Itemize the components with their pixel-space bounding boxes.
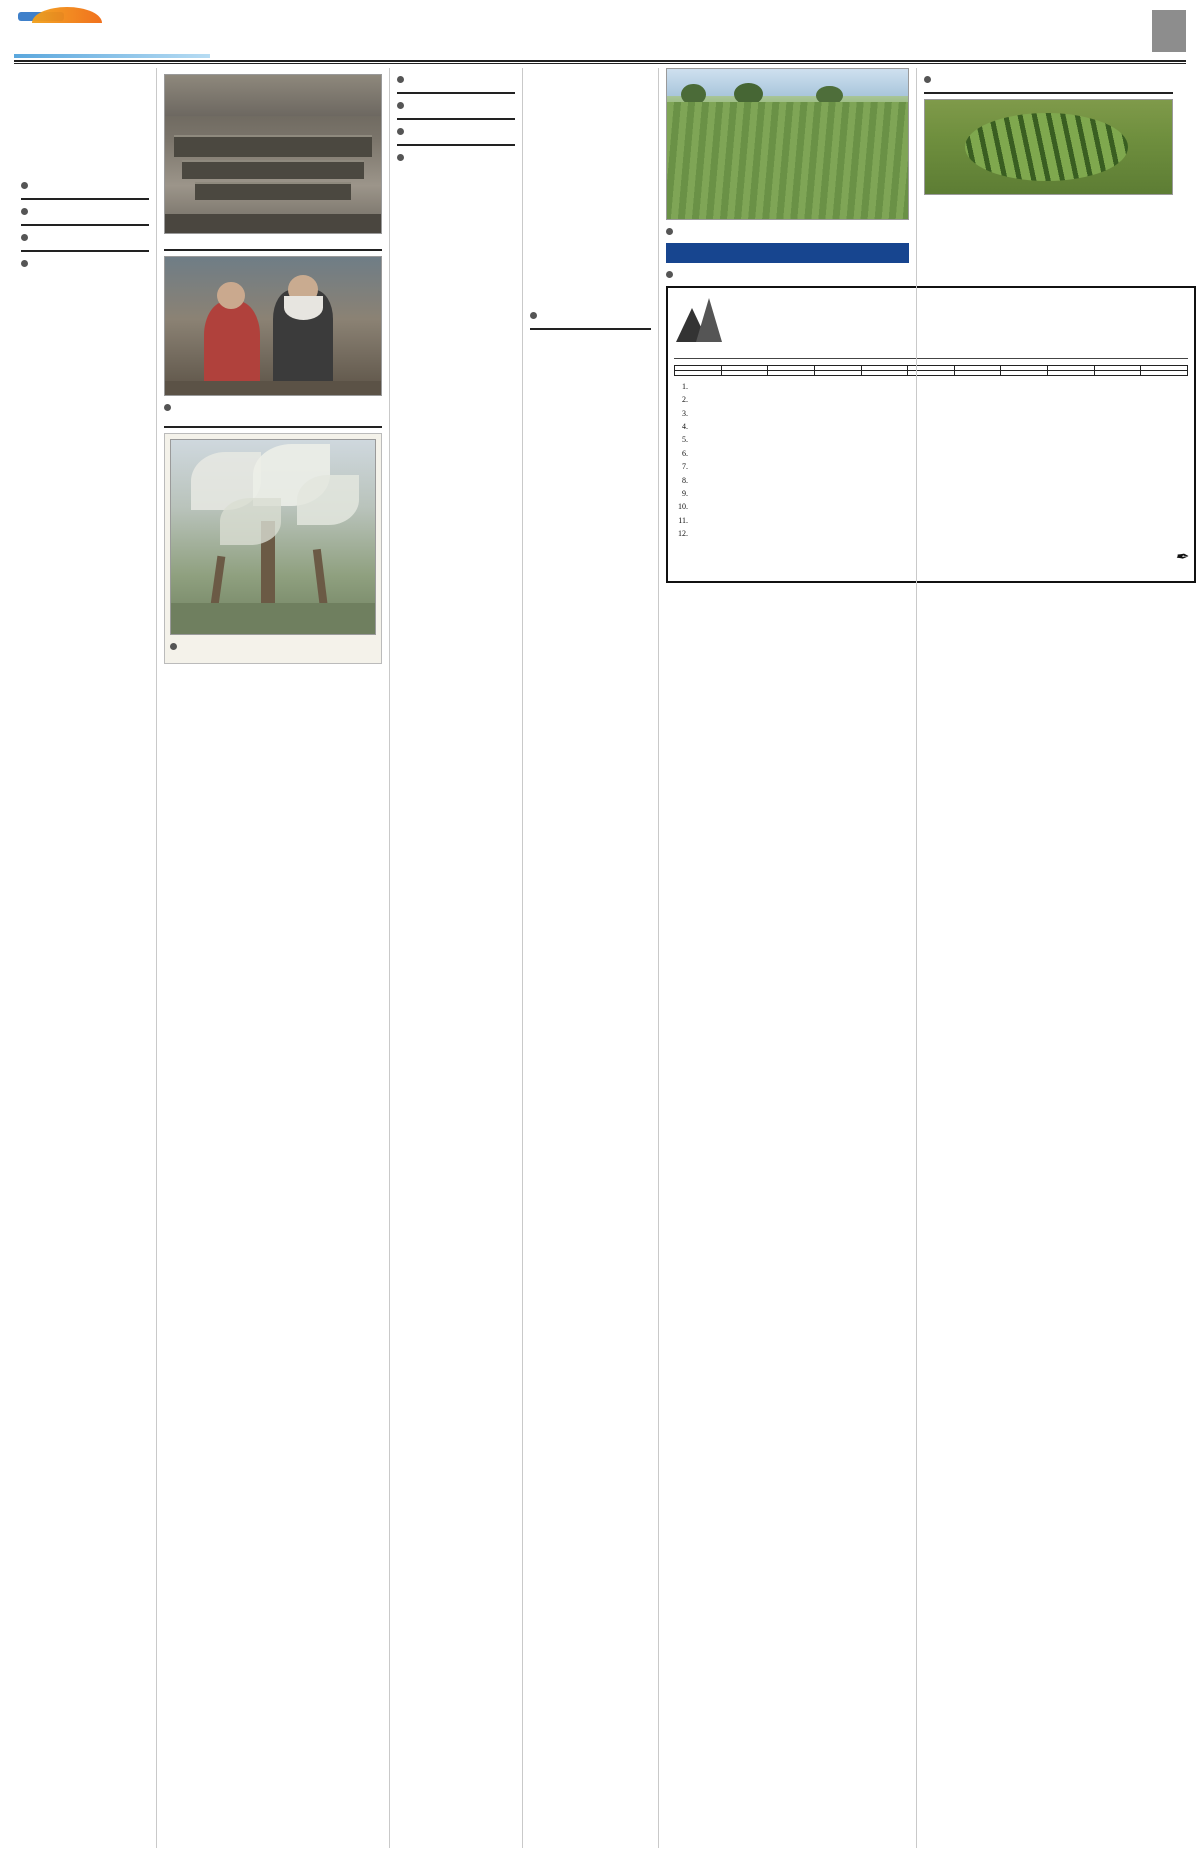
publication-logo[interactable] <box>14 5 314 58</box>
column-2 <box>156 68 389 1848</box>
byline-lead <box>21 179 149 191</box>
bank-logo-icon <box>674 294 732 352</box>
body-spring-3 <box>313 655 376 658</box>
spring-feature <box>164 433 382 664</box>
sonargaon-banner <box>666 243 909 263</box>
column-6 <box>916 68 1180 1848</box>
byline-sonargaon <box>666 268 909 280</box>
lead-body-col3 <box>278 239 382 242</box>
masthead <box>10 0 1190 58</box>
bullet-icon <box>924 76 931 83</box>
byline-keshabpur <box>21 231 149 243</box>
bullet-icon <box>21 208 28 215</box>
bullet-icon <box>170 643 177 650</box>
logo-mark <box>14 5 214 51</box>
watermelon-closeup-photo <box>924 99 1173 195</box>
section-divider <box>397 144 515 146</box>
bullet-icon <box>666 271 673 278</box>
section-divider <box>530 328 651 330</box>
section-divider <box>397 92 515 94</box>
bullet-icon <box>21 182 28 189</box>
content-grid <box>10 68 1190 1848</box>
bullet-icon <box>666 228 673 235</box>
table-cell <box>861 371 908 376</box>
column-5 <box>658 68 1188 1848</box>
masthead-right <box>1144 10 1186 52</box>
byline-badalgachhi <box>924 73 1173 85</box>
section-divider <box>21 250 149 252</box>
table-cell <box>675 371 722 376</box>
signature-scribble: ✒ <box>1174 549 1188 567</box>
section-divider <box>397 118 515 120</box>
bullet-icon <box>530 312 537 319</box>
lead-body-col2 <box>164 239 268 242</box>
masthead-divider <box>14 60 1186 64</box>
byline-mustard <box>397 151 515 163</box>
body-spring-2 <box>241 655 304 658</box>
bullet-icon <box>21 260 28 267</box>
byline-uttarbanga <box>21 205 149 217</box>
logo-underline <box>14 54 210 58</box>
page-number-badge <box>1152 10 1186 52</box>
section-divider <box>924 92 1173 94</box>
column-3 <box>389 68 522 1848</box>
byline-dohar <box>397 73 515 85</box>
body-spring-1 <box>170 655 233 658</box>
column-4 <box>522 68 658 1848</box>
body-elderly-right <box>278 416 382 419</box>
bullet-icon <box>397 154 404 161</box>
table-cell <box>768 371 815 376</box>
table-cell <box>721 371 768 376</box>
bullet-icon <box>164 404 171 411</box>
bullet-icon <box>21 234 28 241</box>
byline-islami <box>21 257 149 269</box>
bullet-icon <box>397 102 404 109</box>
section-divider <box>164 426 382 428</box>
byline-watermelon <box>666 225 909 237</box>
table-cell <box>814 371 861 376</box>
byline-jagannathpur <box>397 125 515 137</box>
spring-photo <box>170 439 376 635</box>
byline-siraj <box>530 309 651 321</box>
byline-spring <box>170 640 376 652</box>
section-divider <box>21 198 149 200</box>
column-1 <box>14 68 156 1848</box>
section-divider <box>21 224 149 226</box>
elderly-photo <box>164 256 382 396</box>
bullet-icon <box>397 76 404 83</box>
bullet-icon <box>397 128 404 135</box>
section-divider <box>164 249 382 251</box>
body-elderly-left <box>164 416 268 419</box>
byline-elderly <box>164 401 382 413</box>
logo-swoosh-icon <box>32 7 102 23</box>
spacer <box>530 68 651 304</box>
byline-bnp <box>397 99 515 111</box>
watermelon-field-photo <box>666 68 909 220</box>
lead-photo <box>164 74 382 234</box>
